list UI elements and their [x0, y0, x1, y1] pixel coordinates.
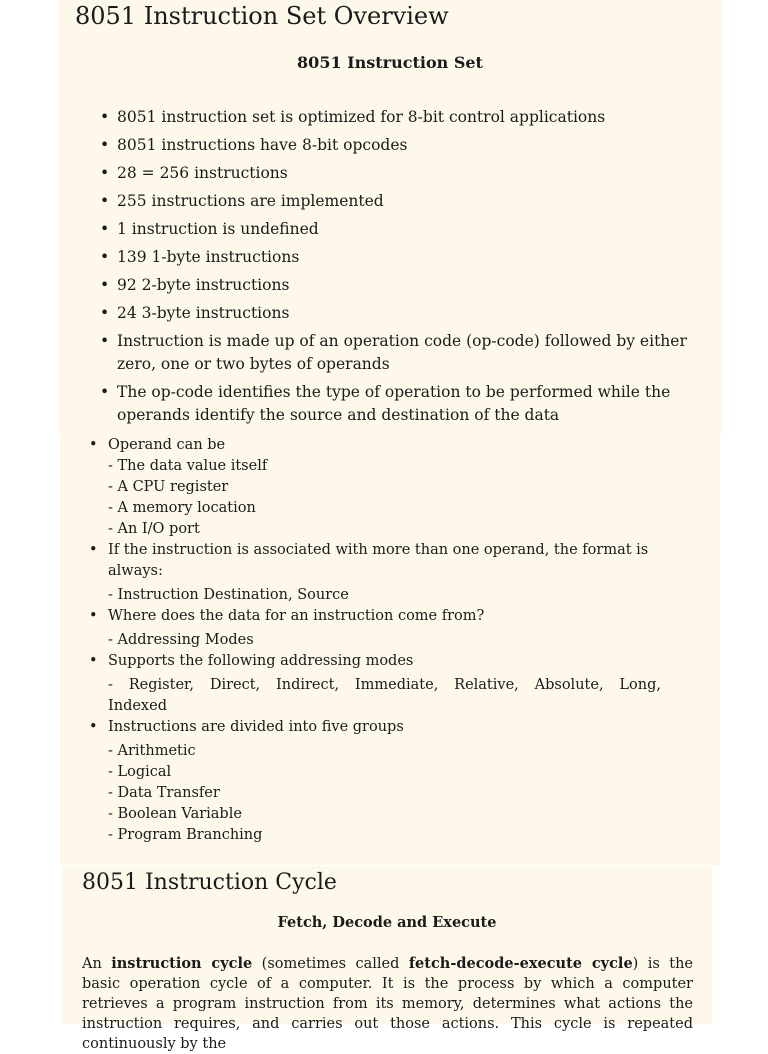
- term-fetch-decode-execute: fetch-decode-execute cycle: [408, 955, 633, 972]
- page-title: 8051 Instruction Set Overview: [75, 2, 449, 30]
- groups-label: • Instructions are divided into five groups: [108, 719, 404, 735]
- cycle-paragraph: [82, 954, 693, 1054]
- list-item: • 139 1-byte instructions: [98, 246, 688, 269]
- list-item-groups: [88, 717, 678, 846]
- list-item: • 8051 instruction set is optimized for 8-bit control applications: [98, 106, 688, 129]
- list-item-modes: [88, 651, 678, 717]
- list-item: • Instruction is made up of an operation code (op-code) followed by either zero, one or two bytes of operands: [98, 330, 688, 376]
- sub-item: - Boolean Variable: [108, 806, 242, 822]
- overview-list: [98, 106, 688, 432]
- source-label: • Where does the data for an instruction come from?: [108, 608, 485, 624]
- list-item-format: [88, 540, 678, 606]
- instruction-cycle-panel: [62, 866, 712, 1052]
- sub-item: - The data value itself: [108, 458, 268, 474]
- section-subtitle: 8051 Instruction Set: [297, 53, 483, 72]
- list-item: • 24 3-byte instructions: [98, 302, 688, 325]
- format-label: • If the instruction is associated with more than one operand, the format is always:: [108, 542, 649, 579]
- list-item: • 92 2-byte instructions: [98, 274, 688, 297]
- term-instruction-cycle: instruction cycle: [111, 955, 253, 972]
- list-item: • 1 instruction is undefined: [98, 218, 688, 241]
- modes-label: • Supports the following addressing modes: [108, 653, 414, 669]
- sub-item: - Program Branching: [108, 827, 263, 843]
- sub-item: - A CPU register: [108, 479, 229, 495]
- sub-item: - Arithmetic: [108, 743, 196, 759]
- para-text: (sometimes called: [261, 956, 400, 972]
- cycle-subtitle: Fetch, Decode and Execute: [277, 914, 497, 931]
- list-item: • 255 instructions are implemented: [98, 190, 688, 213]
- sub-item: - An I/O port: [108, 521, 200, 537]
- operands-list: [88, 435, 678, 846]
- sub-item: - Data Transfer: [108, 785, 220, 801]
- list-item-source: [88, 606, 678, 651]
- modes-line: - Register, Direct, Indirect, Immediate, Relative, Absolute, Long,: [108, 677, 661, 693]
- para-text: ) is the basic operation cycle of a computer. It is the process by which a computer retrieves a program instruction from its memory, determines what actions the instruction requires, and carries out those actions. This cycle is repeated continuously by the: [82, 956, 693, 1052]
- list-item: • 8051 instructions have 8-bit opcodes: [98, 134, 688, 157]
- cycle-title: 8051 Instruction Cycle: [82, 870, 337, 895]
- para-text: An: [82, 956, 102, 972]
- sub-item: - Addressing Modes: [108, 632, 254, 648]
- modes-line: Indexed: [108, 698, 167, 714]
- list-item: • 28 = 256 instructions: [98, 162, 688, 185]
- sub-item: - Logical: [108, 764, 172, 780]
- list-item: • The op-code identifies the type of operation to be performed while the operands identify the source and destination of the data: [98, 381, 688, 427]
- operand-label: • Operand can be: [108, 437, 226, 453]
- overview-panel: [58, 0, 722, 433]
- sub-item: - Instruction Destination, Source: [108, 587, 349, 603]
- operands-panel: [60, 433, 720, 865]
- sub-item: - A memory location: [108, 500, 256, 516]
- list-item-operand: [88, 435, 678, 540]
